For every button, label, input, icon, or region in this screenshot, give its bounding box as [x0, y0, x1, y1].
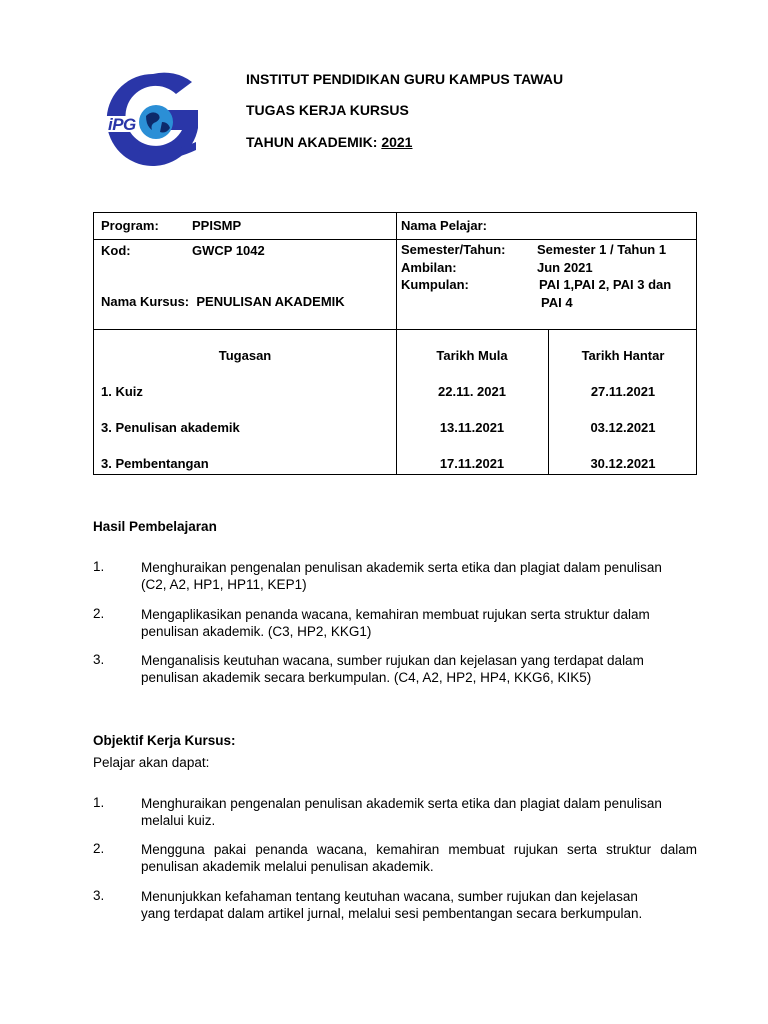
- hasil-title: Hasil Pembelajaran: [93, 519, 217, 534]
- objektif-item-3: [141, 888, 697, 922]
- task-row-3-start: 17.11.2021: [439, 456, 505, 471]
- objektif-item-2: [141, 841, 697, 875]
- course-info-table: [93, 212, 697, 330]
- hasil-item-3-line1: Menganalisis keutuhan wacana, sumber rujukan dan kejelasan yang terdapat dalam: [141, 653, 644, 668]
- objektif-item-1: [141, 795, 697, 829]
- nama-pelajar-label: Nama Pelajar:: [401, 218, 487, 233]
- task-row-3-due: 30.12.2021: [590, 456, 656, 471]
- hasil-item-3: [141, 652, 697, 686]
- task-row-2-name: 3. Penulisan akademik: [101, 420, 240, 435]
- task-header-tarikh-hantar: Tarikh Hantar: [581, 348, 665, 363]
- nama-kursus-label: Nama Kursus:: [101, 294, 190, 309]
- objektif-item-1-line1: Menghuraikan pengenalan penulisan akademik serta etika dan plagiat dalam penulisan: [141, 796, 662, 811]
- task-row-3-name: 3. Pembentangan: [101, 456, 209, 471]
- ambilan-label: Ambilan:: [401, 260, 457, 275]
- ipg-logo: [106, 72, 200, 172]
- semester-value: Semester 1 / Tahun 1: [537, 242, 667, 257]
- ambilan-value: Jun 2021: [537, 260, 593, 275]
- nama-kursus-value: PENULISAN AKADEMIK: [196, 294, 345, 309]
- document-type: TUGAS KERJA KURSUS: [246, 102, 409, 118]
- hasil-item-2-line1: Mengaplikasikan penanda wacana, kemahiran membuat rujukan serta struktur dalam: [141, 607, 650, 622]
- objektif-item-2-line2: penulisan akademik melalui penulisan akademik.: [141, 859, 434, 874]
- hasil-item-3-num: 3.: [93, 652, 105, 667]
- nama-kursus: [101, 294, 345, 309]
- objektif-item-3-num: 3.: [93, 888, 105, 903]
- objektif-title: Objektif Kerja Kursus:: [93, 733, 236, 748]
- objektif-intro: Pelajar akan dapat:: [93, 755, 210, 770]
- semester-label: Semester/Tahun:: [401, 242, 506, 257]
- objektif-item-2-line1: Mengguna pakai penanda wacana, kemahiran membuat rujukan serta struktur dalam: [141, 842, 697, 857]
- hasil-item-2-num: 2.: [93, 606, 105, 621]
- kumpulan-value-1: PAI 1,PAI 2, PAI 3 dan: [539, 277, 672, 292]
- hasil-item-1-line1: Menghuraikan pengenalan penulisan akademik serta etika dan plagiat dalam penulisan: [141, 560, 662, 575]
- hasil-item-1-num: 1.: [93, 559, 105, 574]
- hasil-item-1-line2: (C2, A2, HP1, HP11, KEP1): [141, 577, 307, 592]
- academic-year-value: 2021: [381, 134, 413, 150]
- task-row-2-start: 13.11.2021: [439, 420, 505, 435]
- task-row-2-due: 03.12.2021: [590, 420, 656, 435]
- academic-year: [246, 134, 412, 150]
- hasil-item-3-line2: penulisan akademik secara berkumpulan. (C4, A2, HP2, HP4, KKG6, KIK5): [141, 670, 592, 685]
- kumpulan-value-2: PAI 4: [541, 295, 573, 310]
- hasil-item-2-line2: penulisan akademik. (C3, HP2, KKG1): [141, 624, 372, 639]
- task-header-tarikh-mula: Tarikh Mula: [436, 348, 508, 363]
- objektif-item-3-line1: Menunjukkan kefahaman tentang keutuhan wacana, sumber rujukan dan kejelasan: [141, 889, 638, 904]
- academic-year-label: TAHUN AKADEMIK:: [246, 134, 382, 150]
- task-header-tugasan: Tugasan: [218, 348, 272, 363]
- logo-text: iPG: [108, 115, 136, 134]
- program-label: Program:: [101, 218, 159, 233]
- program-value: PPISMP: [192, 218, 242, 233]
- objektif-item-2-num: 2.: [93, 841, 105, 856]
- institute-name: INSTITUT PENDIDIKAN GURU KAMPUS TAWAU: [246, 71, 564, 87]
- task-row-1-name: 1. Kuiz: [101, 384, 143, 399]
- kumpulan-label: Kumpulan:: [401, 277, 469, 292]
- kod-value: GWCP 1042: [192, 243, 265, 258]
- task-row-1-due: 27.11.2021: [590, 384, 656, 399]
- hasil-item-1: [141, 559, 697, 593]
- objektif-item-3-line2: yang terdapat dalam artikel jurnal, melalui sesi pembentangan secara berkumpulan.: [141, 906, 643, 921]
- task-table: [93, 330, 697, 475]
- objektif-item-1-num: 1.: [93, 795, 105, 810]
- objektif-item-1-line2: melalui kuiz.: [141, 813, 216, 828]
- kod-label: Kod:: [101, 243, 131, 258]
- task-row-1-start: 22.11. 2021: [438, 384, 506, 399]
- hasil-item-2: [141, 606, 697, 640]
